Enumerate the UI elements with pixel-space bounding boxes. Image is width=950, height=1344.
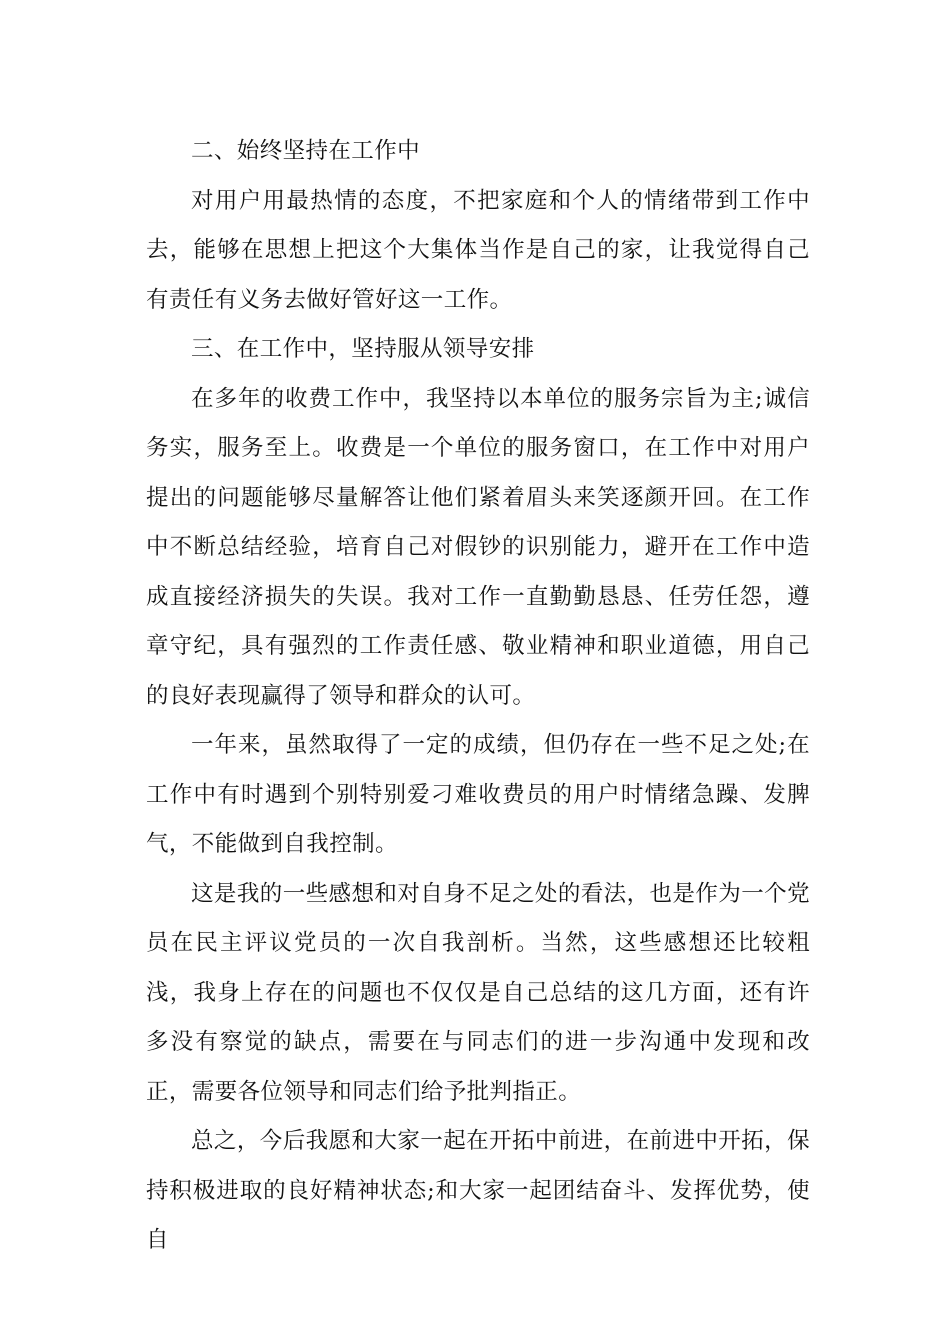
paragraph-toll-work: 在多年的收费工作中，我坚持以本单位的服务宗旨为主;诚信务实，服务至上。收费是一个单位的服务窗口，在工作中对用户提出的问题能够尽量解答让他们紧着眉头来笑逐颜开回。在工作中不断总结经验，培育自己对假钞的识别能力，避开在工作中造成直接经济损失的失误。我对工作一直勤勤恳恳、任劳任怨，遵章守纪，具有强烈的工作责任感、敬业精神和职业道德，用自己的良好表现赢得了领导和群众的认可。 xyxy=(146,385,810,709)
paragraph-conclusion: 总之，今后我愿和大家一起在开拓中前进，在前进中开拓，保持积极进取的良好精神状态;和大家一起团结奋斗、发挥优势，使自 xyxy=(146,1128,810,1253)
section-heading-2: 二、始终坚持在工作中 xyxy=(191,138,421,164)
section-heading-3: 三、在工作中，坚持服从领导安排 xyxy=(191,336,535,362)
paragraph-self-analysis: 这是我的一些感想和对自身不足之处的看法，也是作为一个党员在民主评议党员的一次自我剖析。当然，这些感想还比较粗浅，我身上存在的问题也不仅仅是自己总结的这几方面，还有许多没有察觉的缺点，需要在与同志们的进一步沟通中发现和改正，需要各位领导和同志们给予批判指正。 xyxy=(146,880,810,1105)
document-body xyxy=(146,127,810,1266)
paragraph-shortcomings: 一年来，虽然取得了一定的成绩，但仍存在一些不足之处;在工作中有时遇到个别特别爱刁难收费员的用户时情绪急躁、发脾气，不能做到自我控制。 xyxy=(146,732,810,857)
paragraph-attitude: 对用户用最热情的态度，不把家庭和个人的情绪带到工作中去，能够在思想上把这个大集体当作是自己的家，让我觉得自己有责任有义务去做好管好这一工作。 xyxy=(146,187,810,313)
